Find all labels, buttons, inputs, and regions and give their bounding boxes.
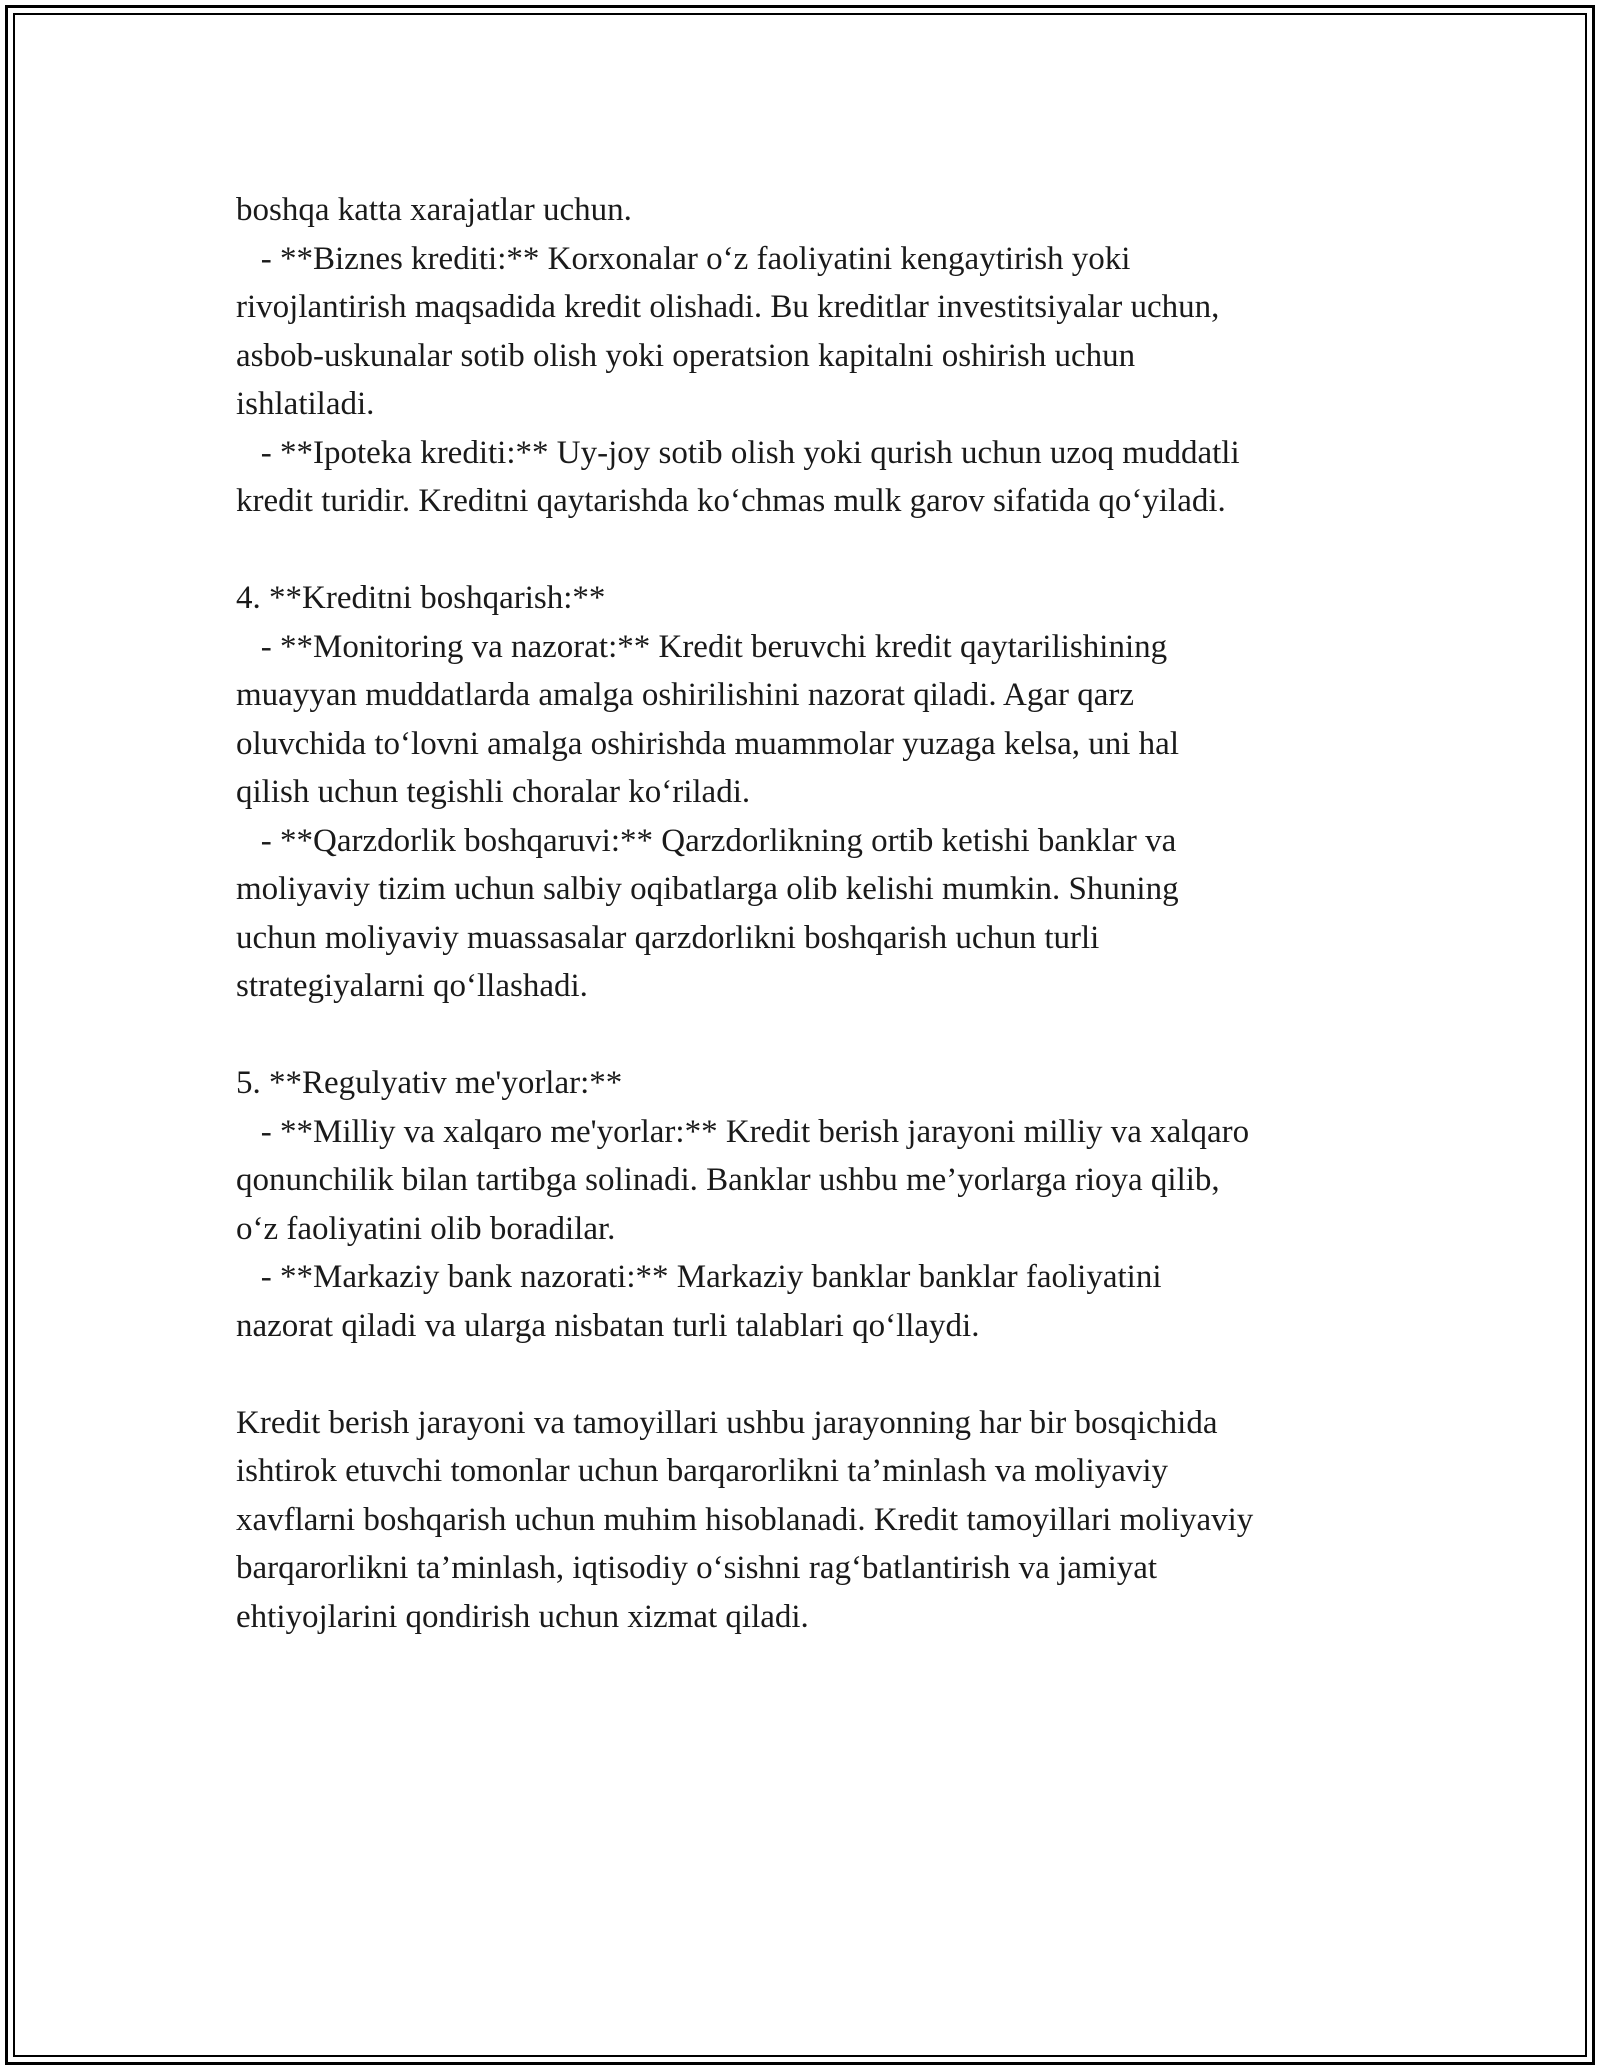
text-line: ishlatiladi.: [236, 386, 375, 422]
text-line: ehtiyojlarini qondirish uchun xizmat qiladi.: [236, 1598, 809, 1635]
text-line: strategiyalarni qo‘llashadi.: [236, 968, 588, 1004]
blank-line: [236, 1350, 1406, 1399]
text-line: nazorat qiladi va ularga nisbatan turli talablari qo‘llaydi.: [236, 1307, 980, 1344]
text-line: - **Qarzdorlik boshqaruvi:** Qarzdorlikning ortib ketishi banklar va: [236, 822, 1177, 859]
section-heading: 4. **Kreditni boshqarish:**: [236, 580, 606, 616]
text-line: qonunchilik bilan tartibga solinadi. Banklar ushbu me’yorlarga rioya qilib,: [236, 1162, 1220, 1198]
text-line: uchun moliyaviy muassasalar qarzdorlikni boshqarish uchun turli: [236, 919, 1100, 956]
blank-line: [236, 1011, 1406, 1060]
text-line: xavflarni boshqarish uchun muhim hisoblanadi. Kredit tamoyillari moliyaviy: [236, 1501, 1254, 1538]
text-line: Kredit berish jarayoni va tamoyillari ushbu jarayonning har bir bosqichida: [236, 1404, 1218, 1441]
text-line: - **Ipoteka krediti:** Uy-joy sotib olish yoki qurish uchun uzoq muddatli: [236, 434, 1240, 471]
blank-line: [236, 526, 1406, 575]
text-line: - **Milliy va xalqaro me'yorlar:** Kredit berish jarayoni milliy va xalqaro: [236, 1113, 1250, 1150]
text-line: moliyaviy tizim uchun salbiy oqibatlarga olib kelishi mumkin. Shuning: [236, 871, 1179, 907]
text-line: rivojlantirish maqsadida kredit olishadi. Bu kreditlar investitsiyalar uchun,: [236, 289, 1220, 325]
text-line: - **Markaziy bank nazorati:** Markaziy banklar banklar faoliyatini: [236, 1259, 1162, 1295]
text-line: qilish uchun tegishli choralar ko‘riladi.: [236, 774, 751, 810]
text-line: - **Biznes krediti:** Korxonalar o‘z faoliyatini kengaytirish yoki: [236, 240, 1131, 277]
text-line: ishtirok etuvchi tomonlar uchun barqarorlikni ta’minlash va moliyaviy: [236, 1453, 1169, 1489]
text-line: o‘z faoliyatini olib boradilar.: [236, 1210, 616, 1247]
text-line: - **Monitoring va nazorat:** Kredit beruvchi kredit qaytarilishining: [236, 628, 1168, 665]
text-line: barqarorlikni ta’minlash, iqtisodiy o‘sishni rag‘batlantirish va jamiyat: [236, 1550, 1158, 1586]
text-line: oluvchida to‘lovni amalga oshirishda muammolar yuzaga kelsa, uni hal: [236, 725, 1179, 762]
text-line: asbob-uskunalar sotib olish yoki operatsion kapitalni oshirish uchun: [236, 337, 1136, 374]
text-line: muayyan muddatlarda amalga oshirilishini nazorat qiladi. Agar qarz: [236, 677, 1135, 713]
section-heading: 5. **Regulyativ me'yorlar:**: [236, 1065, 623, 1101]
text-line: boshqa katta xarajatlar uchun.: [236, 192, 632, 228]
text-line: kredit turidir. Kreditni qaytarishda ko‘chmas mulk garov sifatida qo‘yiladi.: [236, 483, 1226, 519]
document-body: [236, 186, 1406, 1641]
